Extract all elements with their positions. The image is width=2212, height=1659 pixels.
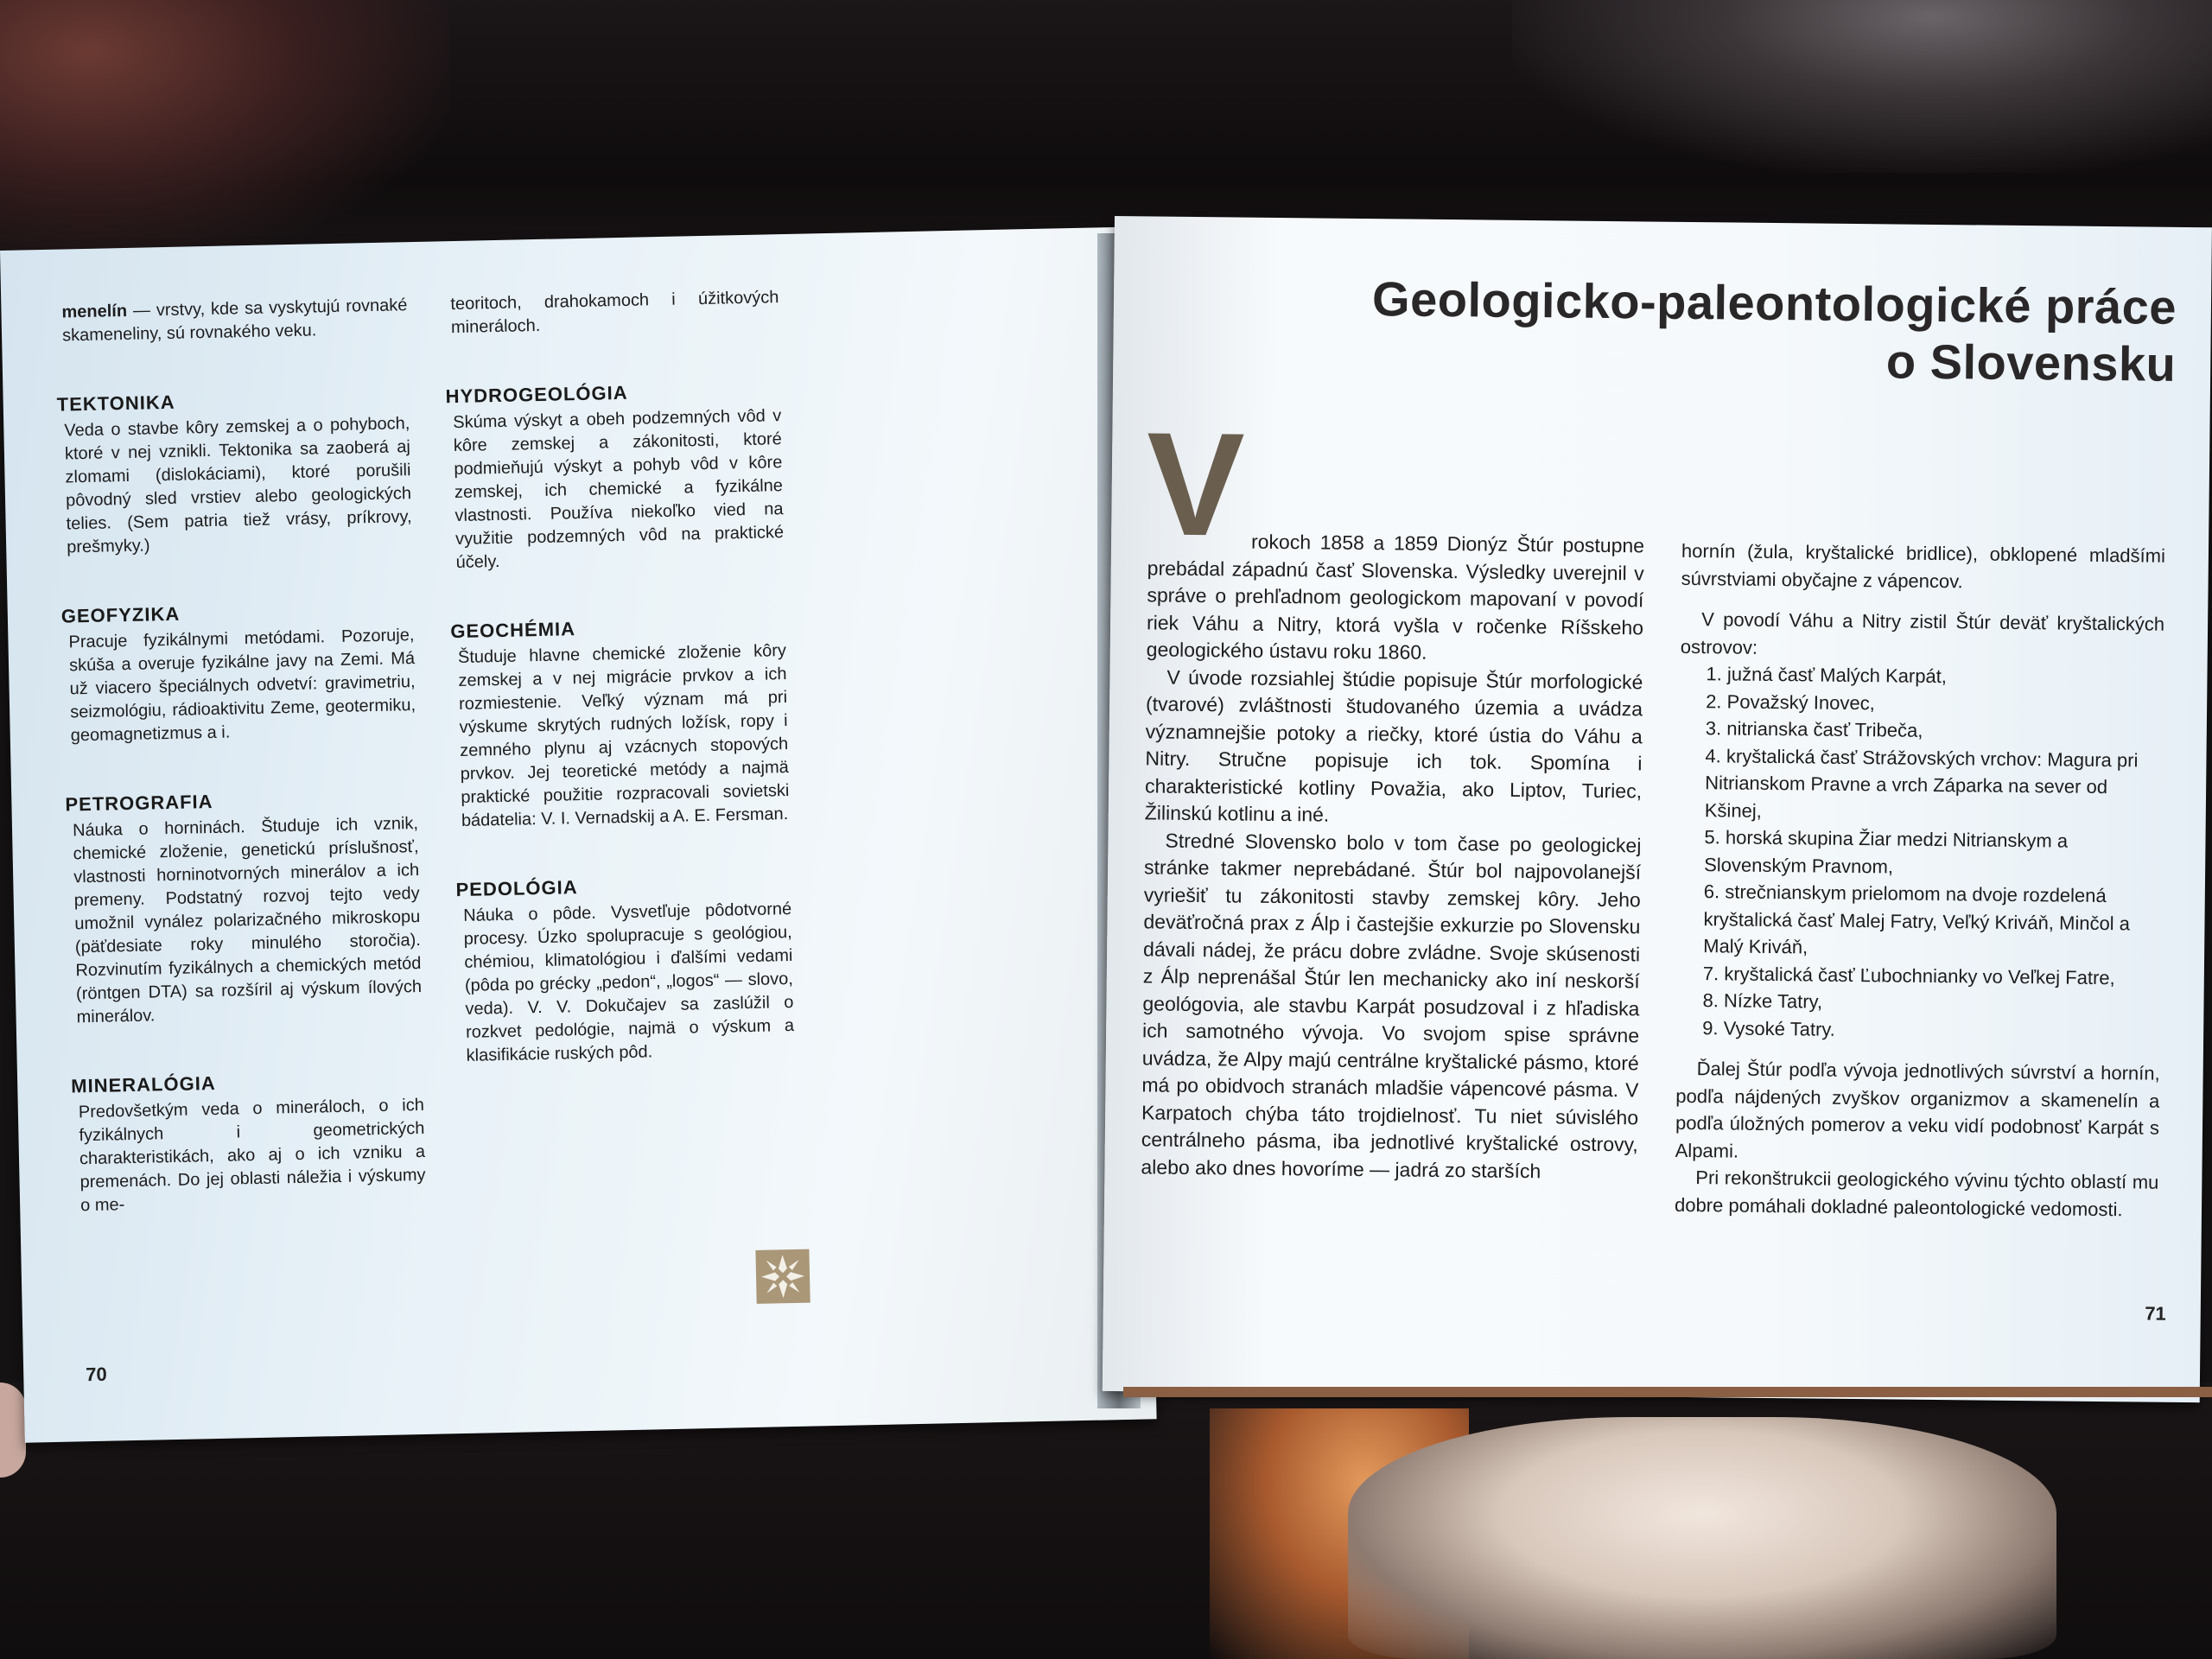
list-item: 7. kryštalická časť Ľubochnianky vo Veľkej Fatre,	[1702, 962, 2115, 988]
intro-term: menelín	[61, 301, 128, 322]
page-number-right: 71	[2145, 1302, 2166, 1325]
ornament-icon	[755, 1249, 810, 1304]
text-petrografia: Náuka o horninách. Študuje ich vznik, chemické zloženie, genetickú príslušnosť, vlastnosti horninotvorných minerálov a ich premeny. Podstatný rozvoj tejto vedy umožnil vynález polarizačného mikroskopu (päťdesiate roky minulého storočia). Rozvinutím fyzikálnych a chemických metód (röntgen DTA) sa rozšíril aj výskum ílových minerálov.	[72, 814, 423, 1027]
text-geochemia: Študuje hlavne chemické zloženie kôry zemskej a v nej migrácie prvkov a ich rozmiestenie. Veľký význam má pri výskume skrytých rudných ložísk, ropy i zemného plynu aj vzácnych stopových prvkov. Jej teoretické metódy a najmä praktické použitie rozpracovali sovietski bádatelia: V. I. Vernadskij a A. E. Fersman.	[457, 641, 790, 830]
list-item: 2. Považský Inovec,	[1706, 690, 1875, 714]
paragraph-7: Pri rekonštrukcii geologického vývinu týchto oblastí mu dobre pomáhali dokladné paleontologické vedomosti.	[1674, 1166, 2159, 1220]
text-geofyzika: Pracuje fyzikálnymi metódami. Pozoruje, skúša a overuje fyzikálne javy na Zemi. Má už viacero špeciálnych odvetví: gravimetriu, seizmológiu, rádioaktivitu Zeme, geotermiku, geomagnetizmus a i.	[68, 626, 416, 746]
crystalline-islands-list	[1676, 660, 2164, 1046]
fur-background-top	[0, 0, 2212, 259]
title-line-1: Geologicko-paleontologické práce	[1371, 271, 2177, 334]
heading-geochemia: GEOCHÉMIA	[450, 618, 576, 643]
page-number-left: 70	[85, 1363, 108, 1386]
right-page	[1103, 216, 2212, 1402]
fur-patch-white	[1348, 1417, 2056, 1659]
right-column-1	[1141, 527, 1644, 1185]
paragraph-3: Stredné Slovensko bolo v tom čase po geologickej stránke takmer neprebádané. Štúr bol najpovolanejší vyriešiť tu zákonitosti stavby zemskej kôry. Jeho deväťročná prax z Álp i častejšie exkurzie po Slovensku dávali nádej, že prácu dobre zvládne. Svoje skúsenosti z Álp neprenášal Štúr len mechanicky ako iní neskorší geológovia, ale stavbu Karpát posudzoval i z hľadiska ich samotného vývoja. Vo svojom spise správne uvádza, že Alpy majú centrálne kryštalické pásmo, ktoré má po obidvoch stranách mladšie vápencové pásma. V Karpatoch chýba táto trojdielnosť. Tu niet súvislého centrálneho pásma, iba jednotlivé kryštalické ostrovy, alebo ako dnes hovoríme — jadrá zo starších	[1141, 829, 1642, 1182]
continued-text: teoritoch, drahokamoch i úžitkových mineráloch.	[450, 288, 779, 338]
left-page	[0, 227, 1157, 1443]
drop-cap: V	[1145, 402, 1246, 568]
paragraph-6: Ďalej Štúr podľa vývoja jednotlivých súvrství a hornín, podľa nájdených zvyškov organizmov a skamenelín a podľa úložných pomerov a veku vidí podobnosť Karpát s Alpami.	[1675, 1058, 2160, 1162]
list-item: 1. južná časť Malých Karpát,	[1706, 663, 1948, 688]
right-column-2	[1675, 537, 2165, 1224]
list-item: 8. Nízke Tatry,	[1702, 989, 1823, 1013]
title-line-2: o Slovensku	[1885, 334, 2177, 391]
paragraph-2: V úvode rozsiahlej štúdie popisuje Štúr morfologické (tvarové) zvláštnosti študovaného územia a uvádza významnejšie potoky a riečky, ktoré ústia do Váhu a Nitry. Stručne popisuje ich tok. Spomína i charakteristické kotliny Považia, ako Liptov, Turiec, Žilinskú kotlinu a iné.	[1144, 665, 1643, 826]
heading-tektonika: TEKTONIKA	[56, 391, 175, 416]
text-hydrogeologia: Skúma výskyt a obeh podzemných vôd v kôre zemskej a zákonitosti, ktoré podmieňujú výskyt a pohyb vôd v kôre zemskej, ich chemické a fyzikálne vlastnosti. Používa niekoľko vied na využitie podzemných vôd na praktické účely.	[453, 406, 785, 573]
intro-paragraph	[61, 294, 408, 347]
paragraph-5: V povodí Váhu a Nitry zistil Štúr deväť kryštalických ostrovov:	[1680, 608, 2165, 658]
list-item: 3. nitrianska časť Tribeča,	[1705, 717, 1923, 741]
page-edge	[1123, 1387, 2212, 1397]
paragraph-1: rokoch 1858 a 1859 Dionýz Štúr postupne prebádal západnú časť Slovenska. Výsledky uverejnil v správe o prehľadnom geologickom mapovaní v povodí riek Váhu a Nitry, ktorá vyšla v ročenke Ríšskeho geologického ústavu roku 1860.	[1146, 530, 1645, 664]
heading-hydrogeologia: HYDROGEOLÓGIA	[445, 381, 628, 408]
list-item: 4. kryštalická časť Strážovských vrchov: Magura pri Nitrianskom Pravne a vrch Záparka na sever od Kšinej,	[1704, 744, 2139, 822]
page-title	[1139, 268, 2177, 393]
left-column-1	[56, 294, 426, 1217]
left-column-2	[445, 286, 795, 1068]
text-tektonika: Veda o stavbe kôry zemskej a o pohyboch, ktoré v nej vznikli. Tektonika sa zaoberá aj zlomami (dislokáciami), ktoré porušili pôvodný sled vrstiev alebo geologických telies. (Sem patria tiež vrásy, príkrovy, prešmyky.)	[64, 414, 412, 557]
heading-mineralogia: MINERALÓGIA	[71, 1071, 216, 1097]
thumb	[0, 1382, 26, 1478]
paragraph-4: hornín (žula, kryštalické bridlice), obklopené mladšími súvrstviami obyčajne z vápencov.	[1681, 539, 2166, 592]
heading-pedologia: PEDOLÓGIA	[455, 876, 578, 901]
intro-text: — vrstvy, kde sa vyskytujú rovnaké skameneliny, sú rovnakého veku.	[61, 296, 408, 346]
text-mineralogia: Predovšetkým veda o mineráloch, o ich fyzikálnych i geometrických charakteristikách, ako aj o ich vzniku a premenách. Do jej oblasti náležia i výskumy o me-	[78, 1095, 426, 1216]
list-item: 6. strečnianskym prielomom na dvoje rozdelená kryštalická časť Malej Fatry, Veľký Kriváň, Minčol a Malý Kriváň,	[1703, 880, 2131, 958]
text-pedologia: Náuka o pôde. Vysvetľuje pôdotvorné procesy. Úzko spolupracuje s geológiou, chémiou, klimatológiou i ďalšími vedami (pôda po grécky „pedon“, „logos“ — slovo, veda). V. V. Dokučajev sa zaslúžil o rozkvet pedológie, najmä o výskum a klasifikácie ruských pôd.	[463, 899, 795, 1065]
list-item: 9. Vysoké Tatry.	[1702, 1016, 1835, 1040]
heading-petrografia: PETROGRAFIA	[65, 790, 213, 816]
list-item: 5. horská skupina Žiar medzi Nitrianskym a Slovenským Pravnom,	[1704, 826, 2069, 877]
heading-geofyzika: GEOFYZIKA	[60, 602, 181, 627]
